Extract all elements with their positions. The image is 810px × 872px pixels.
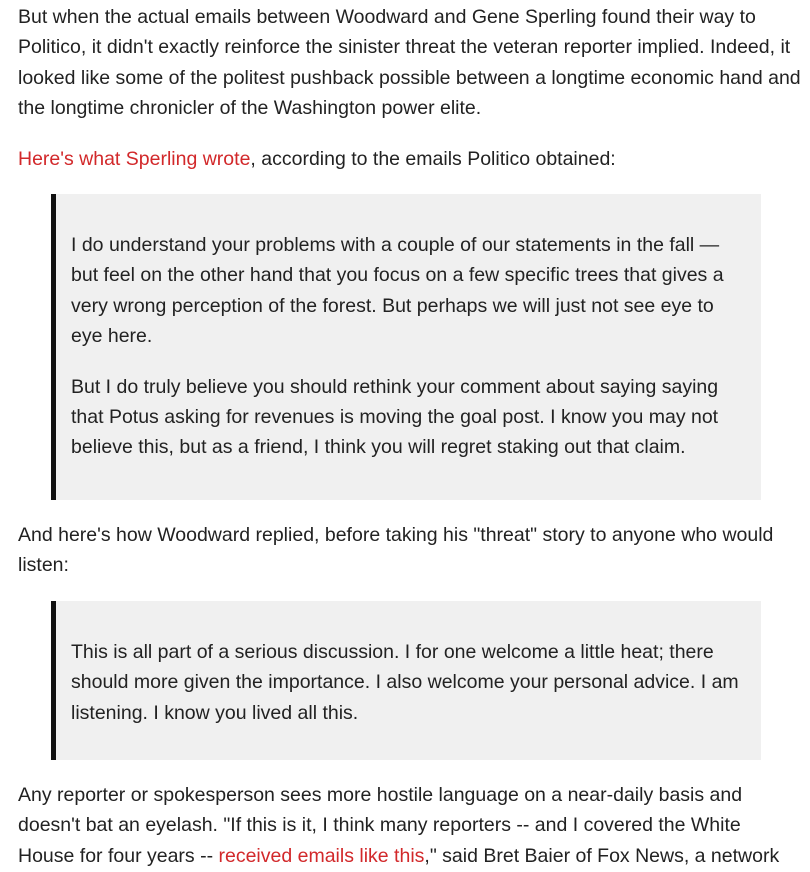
sperling-wrote-link[interactable]: Here's what Sperling wrote xyxy=(18,147,251,170)
paragraph-baier-comment xyxy=(18,780,802,871)
paragraph-emails-intro xyxy=(18,2,802,124)
paragraph-text: And here's how Woodward replied, before taking his "threat" story to anyone who would listen: xyxy=(18,523,774,577)
quote-paragraph: This is all part of a serious discussion. I for one welcome a little heat; there should more given the importance. I also welcome your personal advice. I am listening. I know you lived all this. xyxy=(71,640,739,724)
paragraph-text: , according to the emails Politico obtained: xyxy=(250,147,616,170)
quote-paragraph: But I do truly believe you should rethink your comment about saying saying that Potus asking for revenues is moving the goal post. I know you may not believe this, but as a friend, I think you will regret staking out that claim. xyxy=(71,375,719,459)
quote-paragraph: I do understand your problems with a couple of our statements in the fall — but feel on the other hand that you focus on a few specific trees that gives a very wrong perception of the forest. But perhaps we will just not see eye to eye here. xyxy=(71,234,724,348)
paragraph-text: ," said Bret Baier of Fox News, a network xyxy=(424,844,780,867)
paragraph-text: But when the actual emails between Woodward and Gene Sperling found their way to Politico, it didn't exactly reinforce the sinister threat the veteran reporter implied. Indeed, it looked like some of the politest pushback possible between a longtime economic hand and the longtime chronicler of the Washington power elite. xyxy=(18,6,801,120)
paragraph-sperling-lead xyxy=(18,144,802,174)
paragraph-woodward-lead xyxy=(18,520,802,581)
sperling-email-quote xyxy=(51,194,761,500)
woodward-email-quote xyxy=(51,601,761,760)
paragraph-text: Any reporter or spokesperson sees more hostile language on a near-daily basis and doesn't bat an eyelash. "If this is it, I think many reporters -- and I covered the White House for four years -- xyxy=(18,783,743,867)
received-emails-link[interactable]: received emails like this xyxy=(218,844,425,867)
